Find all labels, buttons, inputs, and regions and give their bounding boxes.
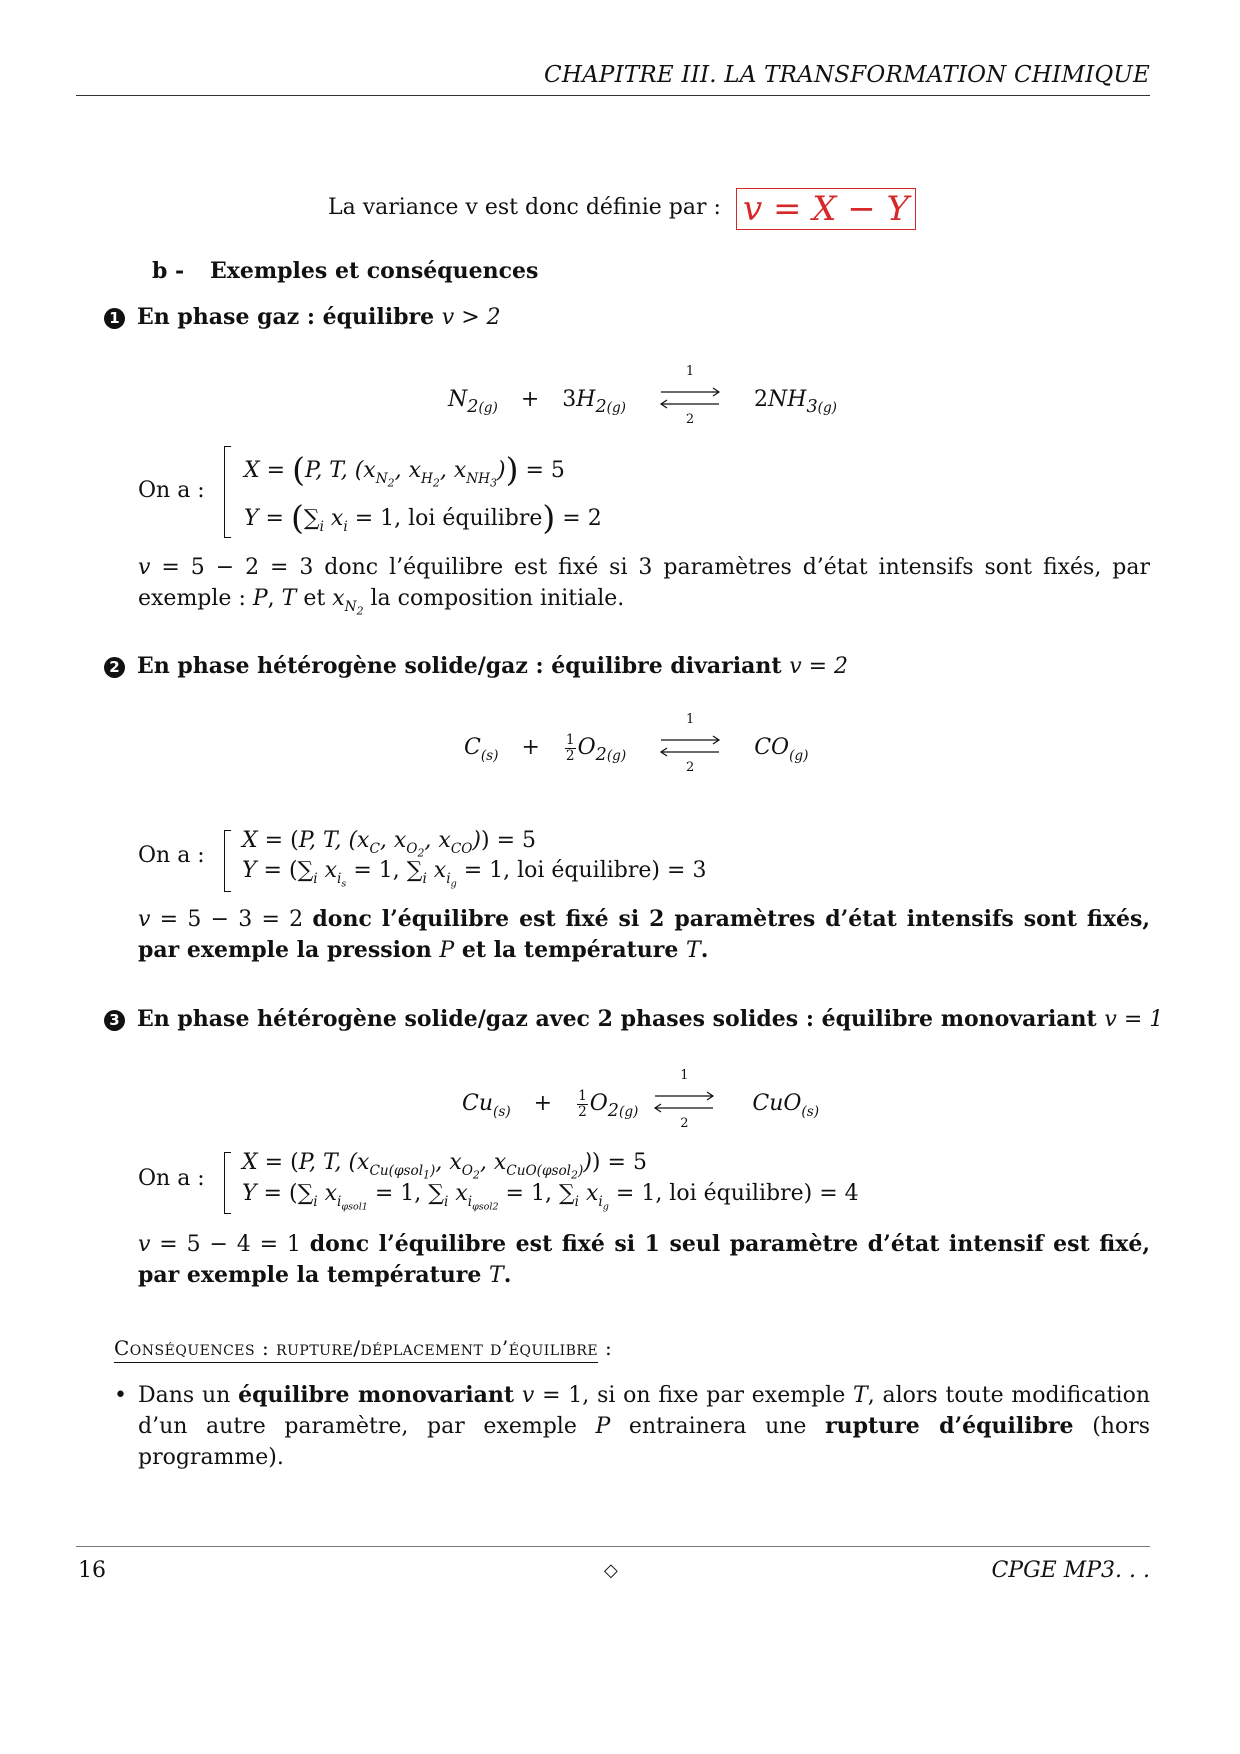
subsection-number: b - bbox=[152, 258, 185, 284]
example-2-x-line: X = (P, T, ($x_C$, $x_{O_2}$, $x_{CO})) = 5$ bbox=[242, 828, 537, 860]
variance-formula-box: v = X − Y bbox=[736, 188, 916, 230]
system-bracket bbox=[224, 830, 231, 892]
arrow-label-top: 1 bbox=[685, 364, 695, 379]
ona-label: On a : bbox=[138, 1166, 205, 1191]
equilibrium-arrows-icon bbox=[659, 382, 721, 412]
product: CuO$_{(s)}$ bbox=[752, 1091, 820, 1121]
example-2-heading-text: En phase hétérogène solide/gaz : équilibre divariant bbox=[137, 653, 782, 679]
equilibrium-arrows bbox=[653, 1068, 715, 1131]
footer-rule bbox=[76, 1546, 1150, 1547]
ona-label: On a : bbox=[138, 843, 205, 868]
example-2-reaction: $C_{(s)}$ + $\frac{1}{2}$ $O_{2(g)}$ 1 2 $CO_{(g)}$ bbox=[464, 712, 809, 775]
example-3-heading-text: En phase hétérogène solide/gaz avec 2 phases solides : équilibre monovariant bbox=[137, 1006, 1097, 1032]
example-2-conclusion: v = 5 − 3 = 2 donc l’équilibre est fixé si 2 paramètres d’état intensifs sont fixés, par exemple la pression P et la température T. bbox=[138, 906, 1150, 963]
arrow-label-bottom: 2 bbox=[685, 412, 695, 427]
ona-label: On a : bbox=[138, 478, 205, 503]
example-3-x-line: X = (P, T, ($x_{Cu(\varphi sol_1)}$, $x_{O_2}$, $x_{CuO(\varphi sol_2)})) = 5$ bbox=[242, 1150, 647, 1182]
example-3-y-line: $Y = (\sum_i$ $x_{i_{\varphi sol1}} = 1$, $\sum_i$ $x_{i_{\varphi sol2}} = 1$, $\sum_i$ $x_{i_g} = 1$, loi équilibre) = 4 bbox=[242, 1181, 859, 1213]
equilibrium-arrows bbox=[659, 364, 721, 427]
arrow-label-bottom: 2 bbox=[680, 1116, 689, 1131]
footer-course: CPGE MP3. . . bbox=[991, 1558, 1150, 1583]
example-1-heading-math: v > 2 bbox=[441, 305, 501, 330]
example-1-heading-text: En phase gaz : équilibre bbox=[137, 304, 435, 330]
example-2-heading-math: v = 2 bbox=[789, 654, 849, 679]
consequences-heading: Conséquences : rupture/déplacement d’équilibre : bbox=[114, 1336, 612, 1360]
system-bracket bbox=[224, 1152, 231, 1214]
example-1-heading bbox=[104, 304, 501, 330]
running-head: CHAPITRE III. LA TRANSFORMATION CHIMIQUE bbox=[544, 62, 1150, 88]
example-2-heading bbox=[104, 653, 848, 679]
reactant-2: $\frac{1}{2}$ $O_{2(g)}$ bbox=[578, 1088, 639, 1122]
equilibrium-arrows-icon bbox=[659, 730, 721, 760]
example-3-heading bbox=[104, 1006, 1163, 1032]
consequences-title: Conséquences : rupture/déplacement d’équilibre bbox=[114, 1336, 598, 1363]
reactant-2: $\frac{1}{2}$ $O_{2(g)}$ bbox=[565, 732, 627, 766]
reactant-2: $3H_{2(g)}$ bbox=[562, 387, 626, 418]
header-rule bbox=[76, 95, 1150, 96]
number-2-icon: 2 bbox=[104, 657, 125, 678]
example-1-y-line: $Y = (\sum_i$ $x_i = 1$, loi équilibre) = 2 bbox=[244, 498, 602, 537]
definition-text: La variance v est donc définie par : bbox=[328, 195, 721, 220]
equilibrium-arrows-icon bbox=[653, 1086, 715, 1116]
example-3-ona bbox=[138, 1166, 205, 1191]
number-3-icon: 3 bbox=[104, 1010, 125, 1031]
example-1-conclusion: v = 5 − 2 = 3 donc l’équilibre est fixé si 3 paramètres d’état intensifs sont fixés, par exemple : P, T et $x_{N_2}$ la composition initiale. bbox=[138, 555, 1150, 618]
product: $CO_{(g)}$ bbox=[754, 735, 809, 765]
example-3-reaction: $Cu_{(s)}$ + $\frac{1}{2}$ $O_{2(g)}$ 1 2 CuO$_{(s)}$ bbox=[462, 1068, 820, 1131]
consequence-bullet bbox=[114, 1380, 1151, 1470]
arrow-label-bottom: 2 bbox=[686, 760, 695, 775]
bullet-icon: • bbox=[114, 1383, 127, 1408]
variance-definition bbox=[328, 188, 916, 230]
number-1-icon: 1 bbox=[104, 308, 125, 329]
diamond-icon: ◇ bbox=[604, 1560, 618, 1581]
example-2-ona bbox=[138, 843, 205, 868]
subsection-title: Exemples et conséquences bbox=[210, 258, 539, 284]
example-1-ona bbox=[138, 478, 205, 503]
example-2-y-line: $Y = (\sum_i$ $x_{i_s} = 1$, $\sum_i$ $x_{i_g} = 1$, loi équilibre) = 3 bbox=[242, 858, 707, 890]
example-1-reaction: $N_{2(g)} + 3H_{2(g)}$ 1 2 $2NH_{3(g)}$ bbox=[448, 364, 837, 427]
example-1-x-line: X = (P, T, ($x_{N_2}$, $x_{H_2}$, $x_{NH_3})) = 5$ bbox=[244, 450, 565, 490]
reactant-1: $N_{2(g)}$ bbox=[448, 387, 498, 418]
arrow-label-top: 1 bbox=[686, 712, 695, 727]
page-number: 16 bbox=[78, 1558, 106, 1583]
subsection-heading bbox=[152, 258, 538, 284]
example-3-conclusion: v = 5 − 4 = 1 donc l’équilibre est fixé si 1 seul paramètre d’état intensif est fixé, par exemple la température T. bbox=[138, 1231, 1150, 1288]
reactant-1: $Cu_{(s)}$ bbox=[462, 1091, 511, 1121]
equilibrium-arrows bbox=[659, 712, 721, 775]
example-3-heading-math: v = 1 bbox=[1104, 1007, 1164, 1032]
consequence-text: Dans un équilibre monovariant v = 1, si on fixe par exemple T, alors toute modification d’un autre paramètre, par exemple P entrainera une rupture d’équilibre (hors programme). bbox=[138, 1382, 1151, 1470]
product: $2NH_{3(g)}$ bbox=[754, 387, 837, 418]
arrow-label-top: 1 bbox=[680, 1068, 689, 1083]
system-bracket bbox=[224, 446, 231, 538]
reactant-1: $C_{(s)}$ bbox=[464, 735, 499, 765]
